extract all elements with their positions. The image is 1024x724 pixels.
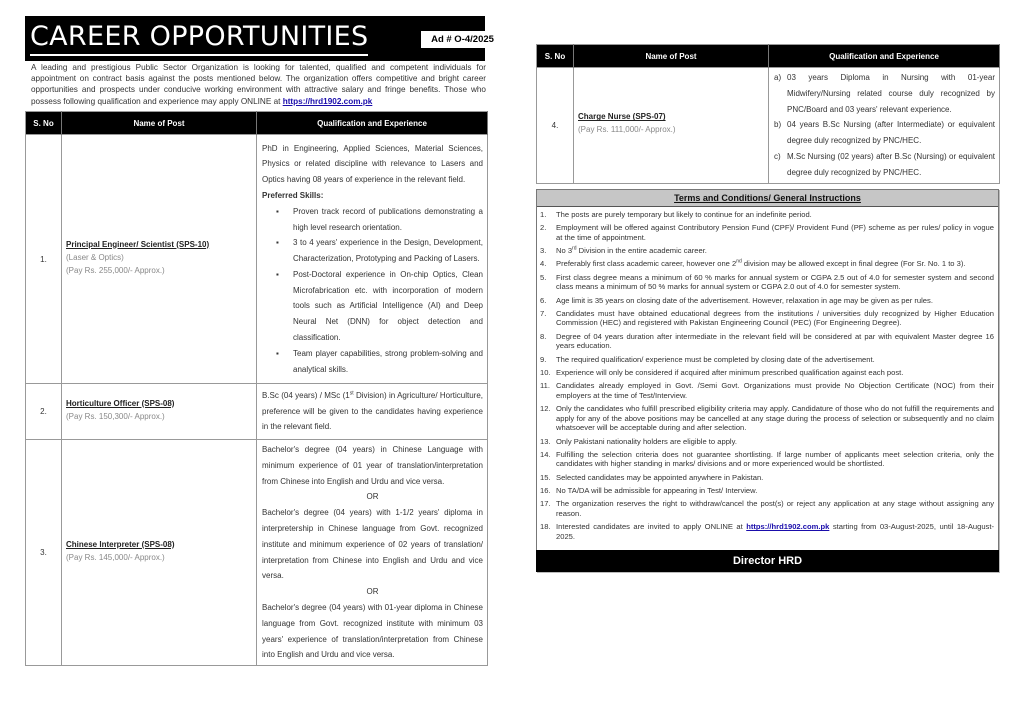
post-pay: (Pay Rs. 145,000/- Approx.) bbox=[66, 552, 165, 562]
term-text: starting from 03-August-2025, until 18-August-2025. bbox=[556, 522, 994, 541]
apply-online-link[interactable]: https://hrd1902.com.pk bbox=[282, 96, 373, 106]
table-row-chinese-interpreter bbox=[26, 440, 488, 666]
term-text: Interested candidates are invited to apply ONLINE at bbox=[556, 522, 747, 532]
term-item bbox=[540, 355, 994, 365]
skill-item: ▪ Proven track record of publications demonstrating a high level research orientation. bbox=[276, 204, 483, 236]
term-item bbox=[540, 332, 994, 351]
qualification-option bbox=[774, 117, 995, 149]
option-text: 04 years B.Sc Nursing (after Intermediate) or equivalent degree duly recognized by PNC/HEC. bbox=[787, 120, 995, 146]
intro-paragraph bbox=[31, 62, 486, 107]
term-number: 17. bbox=[540, 499, 551, 509]
term-item bbox=[540, 450, 994, 469]
qualification-text: PhD in Engineering, Applied Sciences, Material Sciences, Physics or related discipline with relevance to Lasers and Optics having 08 years of experience in the relevant field. bbox=[262, 143, 483, 185]
qualification-option bbox=[774, 149, 995, 181]
term-text: division may be allowed except in final degree (For Sr. No. 1 to 3). bbox=[741, 259, 966, 269]
term-item bbox=[540, 223, 994, 242]
post-title: Horticulture Officer (SPS-08) bbox=[66, 398, 175, 408]
term-number: 16. bbox=[540, 485, 551, 495]
qualification-option bbox=[774, 70, 995, 117]
terms-list bbox=[537, 207, 998, 541]
table-row-principal-engineer bbox=[26, 135, 488, 384]
qualification-option: Bachelor's degree (04 years) in Chinese Language with minimum experience of 01 year of translation/interpretation from Chinese into English and Urdu and vice versa. bbox=[262, 445, 483, 486]
page-title: CAREER OPPORTUNITIES bbox=[30, 20, 368, 56]
qualification-option: Bachelor's degree (04 years) with 1-1/2 years' diploma in interpretership in Chinese language from Govt. recognized institute and minimum experience of 02 years of translation/ interpretation from Chinese into English and Urdu and vice versa. bbox=[262, 508, 483, 581]
option-marker: c) bbox=[774, 151, 781, 161]
term-number: 10. bbox=[540, 367, 551, 377]
post-cell bbox=[62, 135, 257, 384]
term-number: 18. bbox=[540, 522, 551, 532]
term-item bbox=[540, 522, 994, 541]
option-marker: a) bbox=[774, 73, 782, 82]
column-header-post: Name of Post bbox=[62, 112, 257, 135]
or-separator: OR bbox=[366, 587, 379, 597]
term-number: 15. bbox=[540, 472, 551, 482]
option-text: M.Sc Nursing (02 years) after B.Sc (Nursing) or equivalent degree duly recognized by PNC/HEC. bbox=[787, 151, 995, 177]
term-item bbox=[540, 259, 994, 269]
term-text: First class degree means a minimum of 60 % marks for annual system or CGPA 2.5 out of 4.0 for semester system and second class means a minimum of 50 % marks for annual system or CGPA 2.0 out of 4.0 for semester system. bbox=[556, 272, 994, 292]
table-header-row bbox=[537, 45, 1000, 68]
ordinal-suffix: rd bbox=[572, 245, 577, 252]
post-cell bbox=[62, 384, 257, 440]
row-sno: 4. bbox=[537, 68, 574, 184]
term-item bbox=[540, 296, 994, 306]
posts-table-left bbox=[25, 111, 488, 666]
table-header-row bbox=[26, 112, 488, 135]
post-pay: (Pay Rs. 111,000/- Approx.) bbox=[578, 125, 676, 135]
term-text: Candidates must have obtained educational degrees from the institutions / universities duly recognized by Higher Education Commission (HEC) and registered with Pakistan Engineering Council (PEC) (For Engineering Degree). bbox=[556, 308, 994, 328]
term-number: 9. bbox=[540, 354, 547, 364]
qualification-text bbox=[262, 388, 483, 435]
table-row-horticulture-officer bbox=[26, 384, 488, 440]
term-number: 1. bbox=[540, 210, 547, 219]
term-item bbox=[540, 381, 994, 400]
term-text: Employment will be offered against Contributory Pension Fund (CPF)/ Provident Fund (PF) scheme as per rules/ policy in vogue at the time of appointment. bbox=[556, 223, 994, 242]
term-text: Only the candidates who fulfill prescribed eligibility criteria may apply. Candidature of those who do not fulfill the requirements and apply for any of the above positions may be cancelled at any stage during the process of selection or subsequently and no claim whatsoever will be acceptable during and after selection. bbox=[556, 404, 994, 433]
term-item bbox=[540, 499, 994, 518]
term-text: The required qualification/ experience must be completed by closing date of the advertisement. bbox=[556, 354, 875, 364]
term-number: 3. bbox=[540, 246, 547, 256]
post-pay: (Pay Rs. 150,300/- Approx.) bbox=[66, 411, 165, 421]
qualification-cell bbox=[257, 135, 488, 384]
column-header-sno: S. No bbox=[26, 112, 62, 135]
term-number: 5. bbox=[540, 272, 547, 282]
option-marker: b) bbox=[774, 120, 782, 130]
term-text: Fulfilling the selection criteria does not guarantee shortlisting. If large number of applicants meet selection criteria, only the candidates with higher standing in marks/ divisions and or more experienced would be shortlisted. bbox=[556, 449, 994, 469]
qualification-text-part: Division) in Agriculture/ Horticulture, preference will be given to the candidates having experience in the relevant field. bbox=[262, 390, 484, 432]
row-sno: 1. bbox=[26, 135, 62, 384]
skill-item: ▪ Post-Doctoral experience in On-chip Optics, Clean Microfabrication etc. with incorporation of modern tools such as Artificial Intelligence (AI) and Deep Neural Net (DNN) for object detection and classification. bbox=[276, 267, 483, 346]
term-number: 2. bbox=[540, 223, 547, 233]
term-item bbox=[540, 473, 994, 483]
term-item bbox=[540, 486, 994, 496]
post-title: Chinese Interpreter (SPS-08) bbox=[66, 539, 175, 549]
post-specialization: (Laser & Optics) bbox=[66, 252, 124, 262]
title-banner bbox=[25, 16, 494, 61]
ad-number-badge: Ad # O-4/2025 bbox=[421, 31, 504, 48]
qualification-text-part: B.Sc (04 years) / MSc (1 bbox=[262, 390, 350, 400]
column-header-qualification: Qualification and Experience bbox=[769, 45, 1000, 68]
term-number: 12. bbox=[540, 404, 551, 414]
term-number: 13. bbox=[540, 436, 551, 446]
terms-heading: Terms and Conditions/ General Instructions bbox=[537, 190, 998, 207]
term-number: 8. bbox=[540, 331, 547, 341]
term-text: The posts are purely temporary but likely to continue for an indefinite period. bbox=[556, 210, 812, 219]
skills-list bbox=[262, 204, 483, 378]
qualification-options-list bbox=[774, 70, 995, 181]
qualification-cell bbox=[257, 384, 488, 440]
intro-text: A leading and prestigious Public Sector Organization is looking for talented, qualified and competent individuals for appointment on contract basis against the posts mentioned below. The organization offers competitive and bright career opportunities and prospects under conducive working environment with attractive salary and fringe benefits. Those who possess following qualification and experience may apply ONLINE at bbox=[31, 63, 486, 106]
term-item bbox=[540, 404, 994, 433]
ordinal-suffix: st bbox=[349, 390, 354, 397]
term-text: Experience will only be considered if acquired after minimum prescribed qualification against each post. bbox=[556, 367, 904, 377]
qualification-cell bbox=[257, 440, 488, 666]
qualification-cell bbox=[769, 68, 1000, 184]
term-number: 6. bbox=[540, 295, 547, 305]
term-text: Division in the entire academic career. bbox=[576, 246, 707, 256]
term-text: Age limit is 35 years on closing date of the advertisement. However, relaxation in age may be given as per rules. bbox=[556, 295, 933, 305]
post-pay: (Pay Rs. 255,000/- Approx.) bbox=[66, 265, 165, 275]
skill-item: ▪ Team player capabilities, strong problem-solving and analytical skills. bbox=[276, 346, 483, 378]
term-text: Only Pakistani nationality holders are eligible to apply. bbox=[556, 436, 737, 446]
term-item bbox=[540, 273, 994, 292]
term-number: 7. bbox=[540, 308, 547, 318]
term-text: No TA/DA will be admissible for appearing in Test/ Interview. bbox=[556, 485, 758, 495]
qualification-option: Bachelor's degree (04 years) with 01-year diploma in Chinese language from Govt. recognized institute with minimum 03 years' experience of translation/interpretation from Chinese into English and Urdu and vice versa. bbox=[262, 602, 483, 660]
term-number: 11. bbox=[540, 381, 550, 391]
preferred-skills-label: Preferred Skills: bbox=[262, 190, 324, 200]
post-cell bbox=[574, 68, 769, 184]
term-text: Preferably first class academic career, however one 2 bbox=[556, 259, 737, 269]
row-sno: 2. bbox=[26, 384, 62, 440]
term-item bbox=[540, 309, 994, 328]
column-header-post: Name of Post bbox=[574, 45, 769, 68]
post-title: Principal Engineer/ Scientist (SPS-10) bbox=[66, 239, 210, 249]
option-text: 03 years Diploma in Nursing with 01-year Midwifery/Nursing related course duly recognized by PNC/Board and 03 years' relevant experience. bbox=[787, 73, 995, 114]
or-separator: OR bbox=[366, 492, 379, 502]
signature-director-hrd: Director HRD bbox=[536, 550, 999, 572]
posts-table-right bbox=[536, 44, 1000, 184]
term-text: Selected candidates may be appointed anywhere in Pakistan. bbox=[556, 472, 764, 482]
table-row-charge-nurse bbox=[537, 68, 1000, 184]
apply-online-link[interactable]: https://hrd1902.com.pk bbox=[746, 522, 830, 532]
term-text: No 3 bbox=[556, 246, 573, 256]
ordinal-suffix: nd bbox=[736, 258, 742, 265]
term-item bbox=[540, 437, 994, 447]
term-number: 4. bbox=[540, 259, 547, 269]
column-header-qualification: Qualification and Experience bbox=[257, 112, 488, 135]
row-sno: 3. bbox=[26, 440, 62, 666]
term-item bbox=[540, 368, 994, 378]
term-number: 14. bbox=[540, 449, 551, 459]
skill-item: ▪ 3 to 4 years' experience in the Design, Development, Characterization, Prototyping and Packing of Lasers. bbox=[276, 235, 483, 267]
term-text: The organization reserves the right to withdraw/cancel the post(s) or reject any application at any stage without assigning any reason. bbox=[556, 499, 994, 518]
term-text: Candidates already employed in Govt. /Semi Govt. Organizations must provide No Objection Certificate (NOC) from their employers at the time of Test/Interview. bbox=[556, 381, 994, 400]
term-text: Degree of 04 years duration after intermediate in the relevant field will be considered at par with equivalent Master degree 16 years education. bbox=[556, 331, 994, 351]
terms-box bbox=[536, 189, 999, 572]
term-item bbox=[540, 246, 994, 256]
post-title: Charge Nurse (SPS-07) bbox=[578, 112, 666, 122]
term-item bbox=[540, 210, 994, 220]
column-header-sno: S. No bbox=[537, 45, 574, 68]
post-cell bbox=[62, 440, 257, 666]
